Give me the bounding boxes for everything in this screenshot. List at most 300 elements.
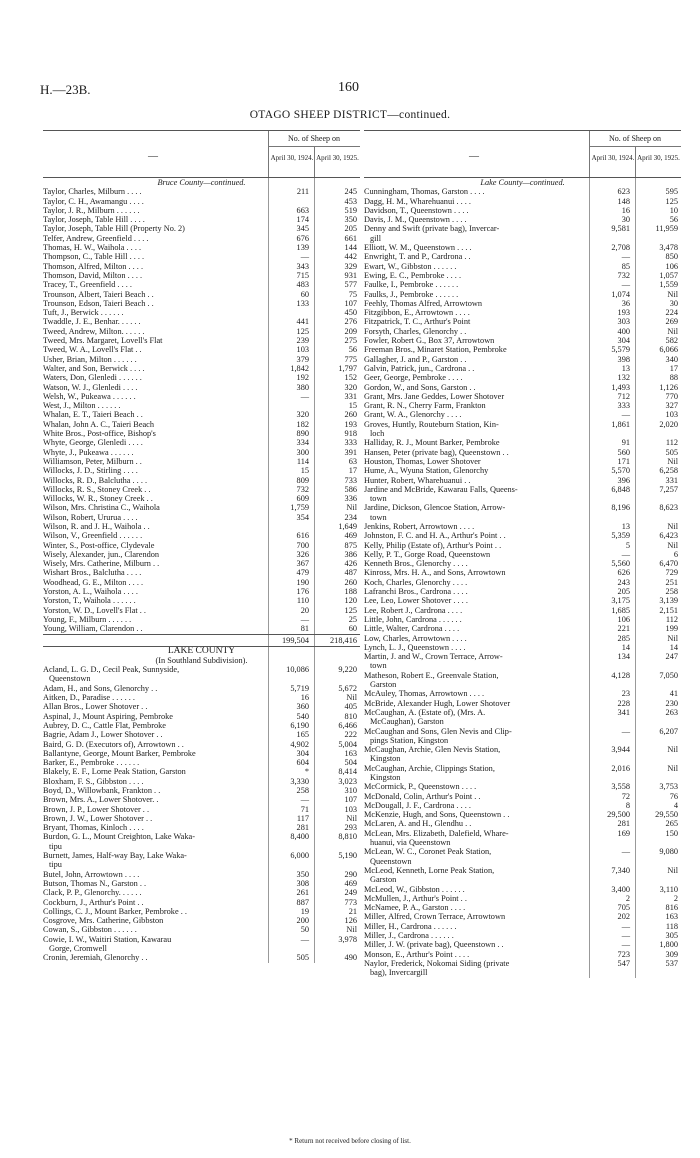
sheep-1924: 379 [296,354,309,364]
owner-name: Tweed, W. A., Lovell's Flat . . [43,345,142,355]
left-column [43,130,360,963]
sheep-1925: 6,258 [659,466,678,476]
owner-name: town [370,661,387,671]
table-row [43,336,360,345]
owner-name: Little, Walter, Cardrona . . . . [364,624,460,634]
sheep-1925: 773 [344,897,357,907]
sheep-1925: 249 [344,888,357,898]
sheep-1925: 1,057 [659,270,678,280]
sheep-1924: 148 [617,196,630,206]
table-row [364,736,681,745]
sheep-1925: 218,416 [330,635,357,645]
sheep-1925: 9,220 [338,665,357,675]
sheep-1924: 199,504 [282,635,309,645]
sheep-1924: 304 [617,336,630,346]
table-row [43,234,360,243]
table-row [43,684,360,693]
sheep-1924: 616 [296,531,309,541]
sheep-1924: 60 [300,289,309,299]
owner-name: Whalan, E. T., Taieri Beach . . [43,410,143,420]
table-row [364,671,681,680]
page-title: OTAGO SHEEP DISTRICT—continued. [249,109,451,121]
sheep-1924: 281 [296,823,309,833]
table-row [364,699,681,708]
owner-name: Koch, Charles, Glenorchy . . . . [364,577,468,587]
sheep-1925: 276 [344,317,357,327]
section-heading [364,178,681,187]
table-row [364,215,681,224]
table-row [364,894,681,903]
owner-name: Trounson, Albert, Taieri Beach . . [43,289,154,299]
owner-name: Cockburn, J., Arthur's Point . . [43,897,144,907]
table-row [364,643,681,652]
table-row [364,364,681,373]
owner-name: Ewing, E. C., Pembroke . . . . [364,270,462,280]
page-reference: H.—23B. [40,82,91,97]
table-row [43,953,360,962]
sheep-1924: 5 [625,540,630,550]
table-row [364,819,681,828]
table-row [43,364,360,373]
sheep-1925: 8,414 [338,767,357,777]
owner-name: West, J., Milton . . . . . . [43,401,121,411]
table-row [43,392,360,401]
owner-name: Lafranchi Bros., Cardrona . . . . [364,587,468,597]
sheep-1925: 126 [344,916,357,926]
sheep-1924: 117 [296,813,309,823]
sheep-1925: 775 [344,354,357,364]
sheep-1924: 171 [617,456,630,466]
table-row [364,615,681,624]
sheep-1925: 386 [344,549,357,559]
owner-name: Queenstown [49,674,91,684]
sheep-1924: 36 [621,298,630,308]
table-row [43,476,360,485]
table-row [43,494,360,503]
sheep-1925: 309 [665,949,678,959]
table-row [43,466,360,475]
table-row [364,299,681,308]
table-row [364,271,681,280]
table-row [364,522,681,531]
sheep-1924: 71 [300,804,309,814]
sheep-1924: 303 [617,317,630,327]
table-row [364,959,681,968]
owner-name: Whyte, George, Glenledi . . . . [43,438,143,448]
owner-name: Walter, and Son, Berwick . . . . [43,363,145,373]
table-row [43,606,360,615]
owner-name: Wilson, V., Greenfield . . . . . . [43,531,143,541]
owner-name: Davidson, T., Queenstown . . . . [364,205,469,215]
owner-name: huanui, via Queenstown [370,838,451,848]
sheep-1924: 7,340 [611,865,630,875]
owner-name: Williamson, Peter, Milburn . . [43,456,142,466]
owner-name: Geer, George, Pembroke . . . . [364,373,463,383]
table-row [43,758,360,767]
sheep-1925: 290 [344,869,357,879]
sheep-1925: 251 [665,577,678,587]
sheep-1924: 3,944 [611,745,630,755]
sheep-1925: 3,023 [338,776,357,786]
right-column [364,130,681,978]
table-row [364,308,681,317]
sheep-1925: 931 [344,270,357,280]
sheep-1925: 76 [669,791,678,801]
sheep-1924: — [621,280,630,290]
owner-name: McCormick, P., Queenstown . . . . [364,782,477,792]
sheep-1925: 305 [665,931,678,941]
table-row [43,749,360,758]
table-row [43,842,360,851]
table-row [43,197,360,206]
sheep-1925: 106 [665,261,678,271]
sheep-1925: Nil [667,865,678,875]
sheep-1925: 258 [665,587,678,597]
sheep-1925: 577 [344,280,357,290]
year1-header: April 30, 1924. [591,154,635,162]
table-row [43,935,360,944]
owner-name: Taylor, Joseph, Table Hill . . . . [43,215,145,225]
sheep-1924: 5,579 [611,345,630,355]
owner-name: Burdon, G. L., Mount Creighton, Lake Waka- [43,832,195,842]
table-row [364,206,681,215]
table-row [43,401,360,410]
sheep-1925: 331 [665,475,678,485]
owner-name: Whalan, John A. C., Taieri Beach [43,419,155,429]
sheep-1924: 1,493 [611,382,630,392]
table-row [43,206,360,215]
sheep-1924: 190 [296,577,309,587]
owner-name: Miller, Alfred, Crown Terrace, Arrowtown [364,912,506,922]
owner-name: Adam, H., and Sons, Glenorchy . . [43,683,158,693]
owner-name: Welsh, W., Pukeawa . . . . . . [43,391,136,401]
table-row [43,187,360,196]
sheep-1924: — [621,921,630,931]
sheep-1925: 5,004 [338,739,357,749]
sheep-1925: 21 [348,906,357,916]
sheep-1925: 918 [344,429,357,439]
table-row [43,448,360,457]
sheep-1924: 609 [296,494,309,504]
sheep-1925: 442 [344,252,357,262]
sheep-1924: 132 [617,373,630,383]
sheep-1924: 239 [296,336,309,346]
sheep-1924: 6,000 [290,851,309,861]
table-row [364,513,681,522]
sheep-1925: 120 [344,596,357,606]
right-table-body [364,178,681,978]
sheep-1924: 341 [617,707,630,717]
owner-name: Wilson, Mrs. Christina C., Waihola [43,503,160,513]
table-row [43,615,360,624]
owner-name: Dagg, H. M., Wharehuanui . . . . [364,196,471,206]
sheep-1924: 5,560 [611,559,630,569]
owner-name: Little, John, Cardrona . . . . . . [364,614,462,624]
owner-name: Waters, Don, Glenledi . . . . . . [43,373,142,383]
sheep-1924: 604 [296,758,309,768]
year1-header: April 30, 1924. [270,154,314,162]
owner-name: Cosgrove, Mrs. Catherine, Gibbston [43,916,164,926]
sheep-1924: 441 [296,317,309,327]
table-row [43,252,360,261]
table-row [43,243,360,252]
table-row [364,708,681,717]
sheep-1924: 887 [296,897,309,907]
table-row [364,634,681,643]
table-row [43,730,360,739]
sheep-1924: 16 [300,693,309,703]
owner-name: Miller, J., Cardrona . . . . . . [364,931,454,941]
sheep-1925: 770 [665,391,678,401]
sheep-1925: Nil [346,925,357,935]
owner-name: Garston [370,875,397,885]
sheep-1924: 91 [621,438,630,448]
table-row [43,373,360,382]
sheep-1924: — [621,252,630,262]
table-row [364,568,681,577]
sheep-1924: 560 [617,447,630,457]
sheep-1924: 176 [296,587,309,597]
sheep-1925: Nil [667,763,678,773]
sheep-1924: — [300,252,309,262]
table-row [43,944,360,953]
sheep-1925: 10 [669,205,678,215]
table-row [43,531,360,540]
sheep-1924: 400 [617,326,630,336]
sheep-1925: 469 [344,878,357,888]
sheep-1924: 380 [296,382,309,392]
sheep-1925: 1,559 [659,280,678,290]
owner-name: Johnston, F. C. and H. A., Arthur's Point . . [364,531,506,541]
sheep-1925: 586 [344,484,357,494]
table-row [364,903,681,912]
sheep-1924: 2 [625,893,630,903]
sheep-1925: 450 [344,308,357,318]
owner-name: Martin, J. and W., Crown Terrace, Arrow- [364,652,503,662]
table-row [364,280,681,289]
sheep-1924: 72 [621,791,630,801]
table-row [43,568,360,577]
table-row [43,870,360,879]
sheep-1924: 663 [296,205,309,215]
sheep-1925: 234 [344,512,357,522]
owner-name: McCaughan, Archie, Glen Nevis Station, [364,745,501,755]
sheep-1925: 350 [344,215,357,225]
owner-name: Faulks, J., Pembroke . . . . . . [364,289,459,299]
sheep-1925: Nil [667,326,678,336]
owner-name: McDonald, Colin, Arthur's Point . . [364,791,481,801]
owner-name: Wishart Bros., Balclutha . . . . [43,568,142,578]
sheep-1924: 712 [617,391,630,401]
owner-name: Kelly, P. T., Gorge Road, Queenstown [364,549,491,559]
sheep-1925: 209 [344,326,357,336]
owner-name: Collings, C. J., Mount Barker, Pembroke . . [43,906,187,916]
owner-name: Winter, S., Post-office, Clydevale [43,540,155,550]
sheep-1924: 103 [296,345,309,355]
table-row [43,224,360,233]
sheep-1925: 1,649 [338,521,357,531]
table-row [43,290,360,299]
table-row [43,578,360,587]
table-row [364,578,681,587]
sheep-1925: 3,753 [659,782,678,792]
owner-name: McBride, Alexander Hugh, Lower Shotover [364,698,511,708]
table-row [43,262,360,271]
sheep-1924: 300 [296,447,309,457]
sheep-1924: 19 [300,906,309,916]
sheep-1925: Nil [667,289,678,299]
sheep-1925: 519 [344,205,357,215]
sheep-1924: 8,400 [290,832,309,842]
sheep-1925: 453 [344,196,357,206]
sheep-1925: 331 [344,391,357,401]
sheep-1924: 723 [617,949,630,959]
owner-name: Galvin, Patrick, jun., Cardrona . . [364,363,475,373]
sheep-1925: 1,126 [659,382,678,392]
sheep-1924: 258 [296,786,309,795]
sheep-1924: 200 [296,916,309,926]
sheep-1925: 56 [669,215,678,225]
sheep-1925: 103 [344,804,357,814]
table-row [364,252,681,261]
sheep-1925: 199 [665,624,678,634]
sheep-1924: 6,190 [290,720,309,730]
table-row [43,457,360,466]
table-row [43,513,360,522]
sheep-1925: 30 [669,298,678,308]
owner-name: Wilson, Robert, Ururua . . . . [43,512,138,522]
sheep-1925: 5,190 [338,851,357,861]
owner-name: Thomas, H. W., Waihola . . . . [43,243,142,253]
table-row [364,792,681,801]
owner-name: Elliott, W. M., Queenstown . . . . [364,243,472,253]
table-row [364,857,681,866]
table-row [43,832,360,841]
owner-name: Bagrie, Adam J., Lower Shotover . . [43,730,163,740]
owner-name: Cunningham, Thomas, Garston . . . . [364,187,485,197]
sheep-1925: 7,050 [659,670,678,680]
sheep-1925: 75 [348,289,357,299]
owner-name: Allan Bros., Lower Shotover . . [43,702,148,712]
sheep-1924: 202 [617,912,630,922]
sheep-1925: 3,139 [659,596,678,606]
sheep-1924: 182 [296,419,309,429]
sheep-1925: 537 [665,958,678,968]
owner-name: town [370,494,387,504]
sheep-1924: 23 [621,689,630,699]
owner-name: Wisely, Alexander, jun., Clarendon [43,549,160,559]
table-row [43,665,360,674]
table-row [364,727,681,736]
sheep-1924: 285 [617,633,630,643]
table-row [43,355,360,364]
sheep-1924: 1,759 [290,503,309,513]
sheep-1924: 4,902 [290,739,309,749]
sheep-1924: 308 [296,878,309,888]
owner-name: bag), Invercargill [370,968,428,978]
sheep-1925: 2,020 [659,419,678,429]
owner-name: Young, F., Milburn . . . . . . [43,614,132,624]
owner-name: Monson, E., Arthur's Point . . . . [364,949,470,959]
sheep-1924: 700 [296,540,309,550]
sheep-1925: 3,110 [659,884,678,894]
table-row [43,656,360,665]
sheep-1924: — [300,795,309,805]
sheep-1924: 15 [300,466,309,476]
sheep-1924: 193 [617,308,630,318]
sheep-1925: 265 [665,819,678,829]
sheep-1924: 676 [296,233,309,243]
sheep-1925: 310 [344,786,357,795]
owner-name: gill [370,233,382,243]
owner-name: Butson, Thomas N., Garston . . [43,878,147,888]
sheep-1924: 29,500 [607,810,630,820]
sheep-1925: 505 [665,447,678,457]
sheep-1924: 398 [617,354,630,364]
sheep-1925: 107 [344,298,357,308]
sheep-1925: 661 [344,233,357,243]
sheep-1924: 890 [296,429,309,439]
year2-header: April 30, 1925. [316,154,359,162]
owner-name: Aspinal, J., Mount Aspiring, Pembroke [43,711,173,721]
owner-name: Lynch, L. J., Queenstown . . . . [364,642,466,652]
sheep-1924: 367 [296,559,309,569]
owner-name: Enwright, T. and P., Cardrona . . [364,252,471,262]
owner-name: Fowler, Robert G., Box 37, Arrowtown [364,336,495,346]
owner-name: Cronin, Jeremiah, Glenorchy . . [43,953,148,963]
sheep-1924: 304 [296,748,309,758]
table-row [364,383,681,392]
table-row [43,805,360,814]
sheep-1924: 110 [296,596,309,606]
table-row [43,860,360,869]
sheep-1925: 125 [665,196,678,206]
owner-name: Lake County—continued. [480,178,565,187]
owner-name: Thomson, David, Milton . . . . [43,270,143,280]
sheep-1925: 6,066 [659,345,678,355]
table-row [364,336,681,345]
owner-name: Taylor, J. R., Milburn . . . . . . [43,205,140,215]
owner-name: McLean, W. C., Coronet Peak Station, [364,847,492,857]
sheep-1925: 8,810 [338,832,357,842]
owner-name: Boyd, D., Willowbank, Frankton . . [43,786,161,795]
owner-name: Wisely, Mrs. Catherine, Milburn . . [43,559,160,569]
sheep-1924: 715 [296,270,309,280]
owner-name: Queenstown [370,856,412,866]
sheep-1924: 211 [296,187,309,197]
sheep-1924: 174 [296,215,309,225]
table-row [364,410,681,419]
sheep-1925: 29,550 [655,810,678,820]
owner-name: Willocks, R. S., Stoney Creek . . [43,484,151,494]
sheep-1925: 5,672 [338,683,357,693]
sheep-1924: 20 [300,605,309,615]
sheep-1924: 505 [296,953,309,963]
table-row [364,466,681,475]
owner-name: Freeman Bros., Minaret Station, Pembroke [364,345,507,355]
sheep-1924: 1,842 [290,363,309,373]
sheep-1924: 13 [621,521,630,531]
table-row [364,541,681,550]
owner-name: Denny and Swift (private bag), Invercar- [364,224,500,234]
owner-name: Thompson, C., Table Hill . . . . [43,252,145,262]
owner-name: Twaddle, J. E., Benhar. . . . . . [43,317,141,327]
sheep-1924: 81 [300,624,309,634]
table-row [43,308,360,317]
sheep-1925: 263 [665,707,678,717]
sheep-1925: 504 [344,758,357,768]
owner-name: Usher, Brian, Milton . . . . . . [43,354,137,364]
